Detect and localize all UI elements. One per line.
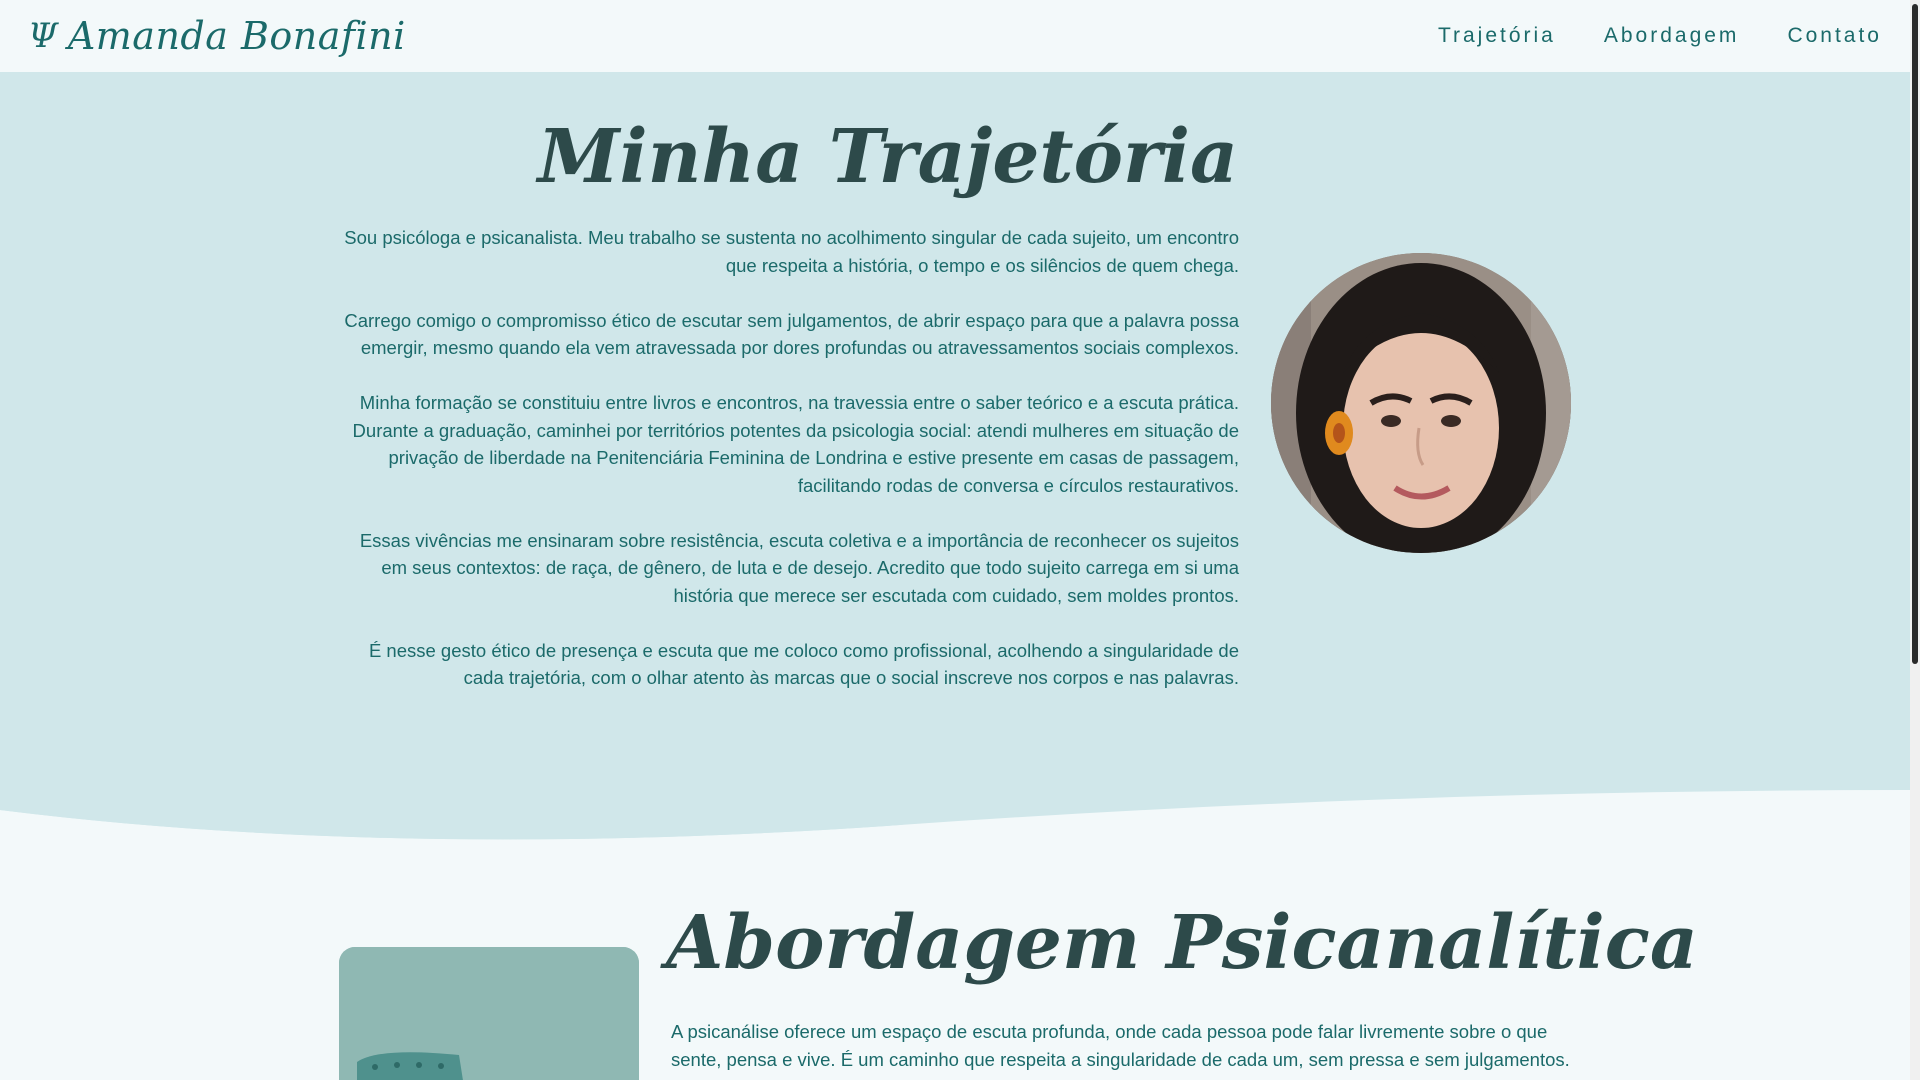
trajetoria-paragraph: Carrego comigo o compromisso ético de escutar sem julgamentos, de abrir espaço para que a palavra possa emergir, mesmo quando ela vem atravessada por dores profundas ou atravessamentos sociais complexos. [344,309,1239,358]
trajetoria-paragraph: É nesse gesto ético de presença e escuta que me coloco como profissional, acolhendo a singularidade de cada trajetória, com o olhar atento às marcas que o social inscreve nos corpos e nas palavras. [368,639,1239,688]
couch-illustration [339,947,639,1080]
brand-logo[interactable] [28,14,406,58]
abordagem-title: Abordagem Psicanalítica [666,900,1698,986]
page-scrollbar[interactable] [1910,0,1920,1080]
nav-link-trajetoria[interactable]: Trajetória [1437,24,1556,47]
trajetoria-section [0,72,1910,852]
profile-photo [1271,253,1571,553]
trajetoria-text [330,224,1239,719]
trajetoria-paragraph: Sou psicóloga e psicanalista. Meu trabalho se sustenta no acolhimento singular de cada sujeito, um encontro que respeita a história, o tempo e os silêncios de quem chega. [344,227,1239,276]
trajetoria-paragraph: Essas vivências me ensinaram sobre resistência, escuta coletiva e a importância de reconhecer os sujeitos em seus contextos: de raça, de gênero, de luta e de desejo. Acredito que todo sujeito carrega em si uma história que merece ser escutada com cuidado, sem moldes prontos. [359,529,1239,606]
psi-icon: Ψ [28,16,58,56]
trajetoria-title: Minha Trajetória [537,114,1238,200]
abordagem-paragraph: A psicanálise oferece um espaço de escuta profunda, onde cada pessoa pode falar livremente sobre o que sente, pensa e vive. É um caminho que respeita a singularidade de cada um, sem pressa e sem julgamentos. [671,1021,1570,1070]
nav-link-abordagem[interactable]: Abordagem [1603,24,1740,47]
site-header [0,0,1910,72]
main-nav [1438,24,1882,48]
scrollbar-thumb[interactable] [1912,4,1918,664]
nav-link-contato[interactable]: Contato [1787,24,1882,47]
brand-name: Amanda Bonafini [67,14,406,58]
trajetoria-paragraph: Minha formação se constituiu entre livros e encontros, na travessia entre o saber teórico e a escuta prática. Durante a graduação, caminhei por territórios potentes da psicologia social: atendi mulheres em situação de privação de liberdade na Penitenciária Feminina de Londrina e estive presente em casas de passagem, facilitando rodas de conversa e círculos restaurativos. [352,392,1239,496]
abordagem-image [339,947,639,1080]
portrait-illustration [1271,253,1571,553]
section-wave-divider [0,770,1910,860]
